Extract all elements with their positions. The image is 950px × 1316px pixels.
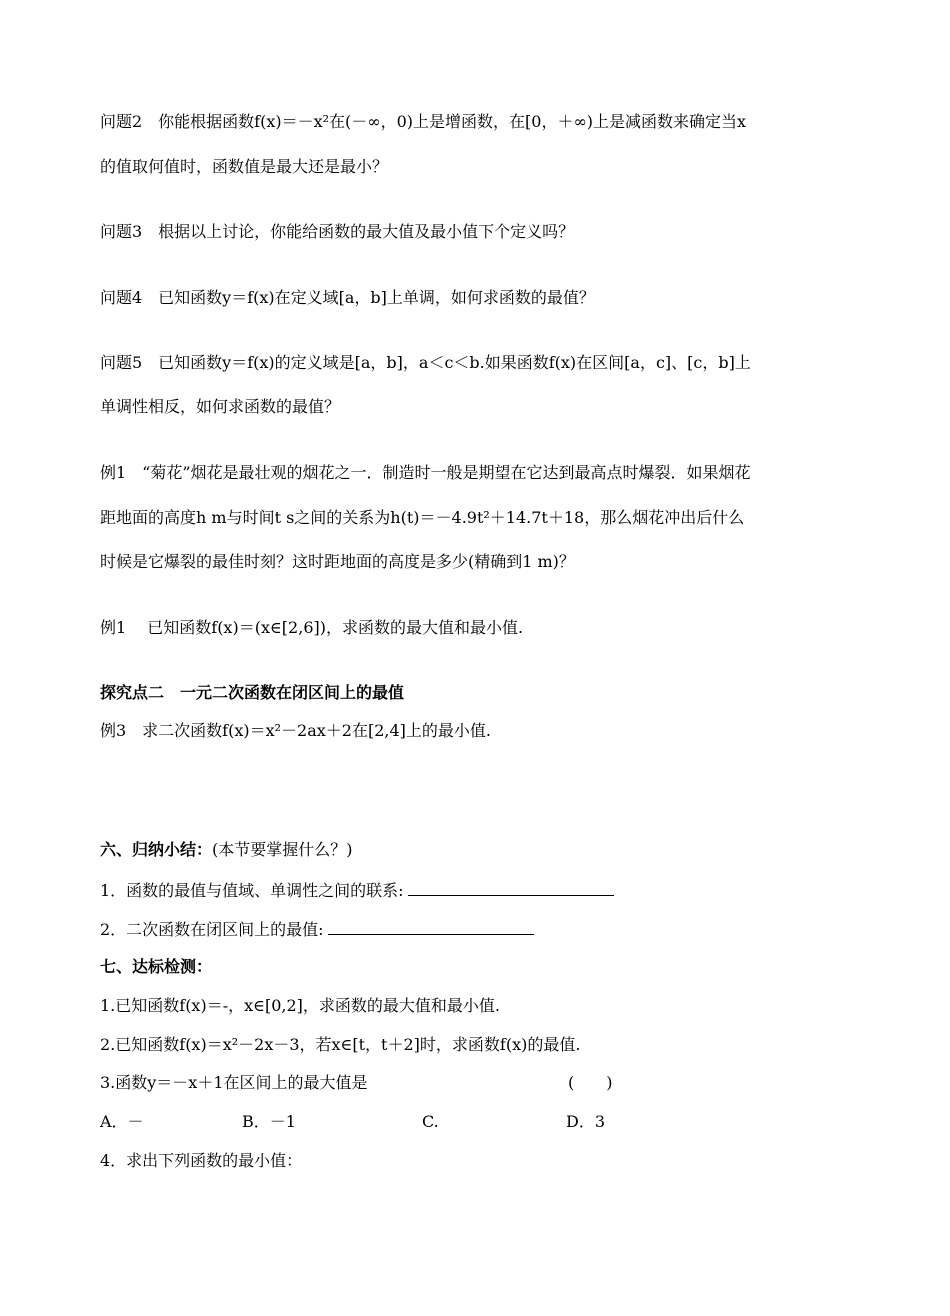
problem-2-line-1: 问题2 你能根据函数f(x)＝－x²在(－∞，0)上是增函数，在[0，＋∞)上是减函数来确定当x <box>100 112 747 131</box>
summary-item-2-text: 2．二次函数在闭区间上的最值: <box>100 920 324 939</box>
summary-item-2 <box>100 918 534 940</box>
summary-item-2-blank[interactable] <box>328 918 534 935</box>
option-b[interactable]: B．－1 <box>242 1112 296 1131</box>
test-question-1: 1.已知函数f(x)＝-，x∈[0,2]，求函数的最大值和最小值. <box>100 996 500 1015</box>
summary-heading: 六、归纳小结： <box>100 840 213 859</box>
option-d[interactable]: D．3 <box>566 1112 606 1131</box>
test-question-2: 2.已知函数f(x)＝x²－2x－3，若x∈[t，t＋2]时，求函数f(x)的最值. <box>100 1035 581 1054</box>
option-a[interactable]: A．－ <box>100 1112 144 1131</box>
problem-3: 问题3 根据以上讨论，你能给函数的最大值及最小值下个定义吗？ <box>100 222 575 241</box>
summary-item-1-text: 1．函数的最值与值域、单调性之间的联系: <box>100 881 404 900</box>
summary-item-1 <box>100 879 614 901</box>
summary-heading-row <box>100 840 353 860</box>
test-question-3-paren: ( ) <box>568 1073 613 1092</box>
problem-4: 问题4 已知函数y＝f(x)在定义域[a，b]上单调，如何求函数的最值？ <box>100 288 595 307</box>
summary-item-1-blank[interactable] <box>408 879 614 896</box>
option-c[interactable]: C. <box>422 1112 439 1131</box>
section-2-heading: 探究点二 一元二次函数在闭区间上的最值 <box>100 683 405 702</box>
test-question-3: 3.函数y＝－x＋1在区间上的最大值是 <box>100 1073 368 1092</box>
summary-heading-note: (本节要掌握什么？) <box>212 840 353 859</box>
problem-5-line-1: 问题5 已知函数y＝f(x)的定义域是[a，b]，a＜c＜b.如果函数f(x)在区间[a，c]、[c，b]上 <box>100 353 751 372</box>
example-1-line-1: 例1 “菊花”烟花是最壮观的烟花之一．制造时一般是期望在它达到最高点时爆裂．如果烟花 <box>100 463 751 482</box>
example-3: 例3 求二次函数f(x)＝x²－2ax＋2在[2,4]上的最小值. <box>100 721 491 740</box>
problem-2-line-2: 的值取何值时，函数值是最大还是最小？ <box>100 157 389 176</box>
test-question-4: 4．求出下列函数的最小值： <box>100 1151 303 1170</box>
example-1-line-3: 时候是它爆裂的最佳时刻？这时距地面的高度是多少(精确到1 m)？ <box>100 552 575 571</box>
problem-5-line-2: 单调性相反，如何求函数的最值？ <box>100 397 341 416</box>
test-heading: 七、达标检测： <box>100 957 213 976</box>
example-1b: 例1 已知函数f(x)＝(x∈[2,6])，求函数的最大值和最小值. <box>100 618 524 637</box>
example-1-line-2: 距地面的高度h m与时间t s之间的关系为h(t)＝－4.9t²＋14.7t＋18，那么烟花冲出后什么 <box>100 508 745 527</box>
